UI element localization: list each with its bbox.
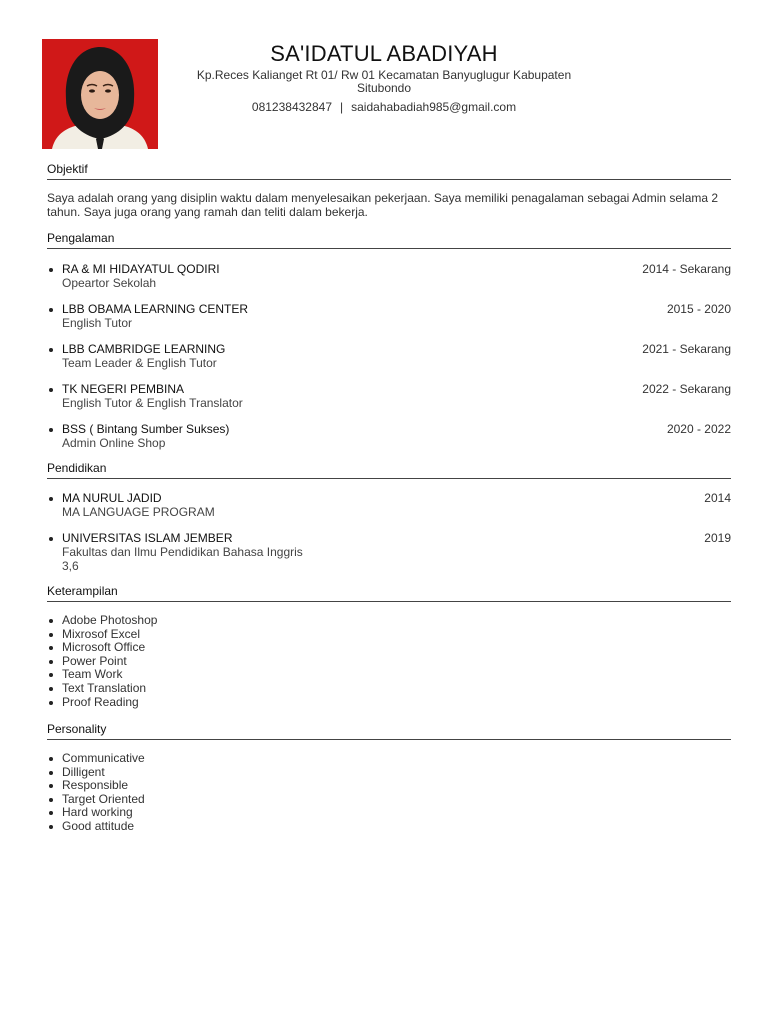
skill-item: Microsoft Office xyxy=(47,641,731,655)
experience-entry xyxy=(47,422,731,450)
experience-list xyxy=(47,262,731,450)
entry-title: RA & MI HIDAYATUL QODIRI xyxy=(62,262,220,276)
skill-item: Adobe Photoshop xyxy=(47,614,731,628)
education-list xyxy=(47,491,731,573)
phone-number: 081238432847 xyxy=(251,100,332,114)
entry-role: English Tutor & English Translator xyxy=(62,396,243,410)
entry-gpa: 3,6 xyxy=(62,559,79,573)
personality-item: Communicative xyxy=(47,752,731,766)
entry-title: LBB OBAMA LEARNING CENTER xyxy=(62,302,249,316)
entry-date: 2021 - Sekarang xyxy=(642,342,731,356)
experience-entry xyxy=(47,342,731,370)
entry-date: 2014 xyxy=(704,491,731,505)
personality-item: Good attitude xyxy=(47,820,731,834)
entry-title: LBB CAMBRIDGE LEARNING xyxy=(62,342,226,356)
personality-item: Target Oriented xyxy=(47,793,731,807)
personality-list xyxy=(47,752,731,834)
entry-date: 2015 - 2020 xyxy=(666,302,731,316)
email-address: saidahabadiah985@gmail.com xyxy=(351,100,517,114)
entry-program: MA LANGUAGE PROGRAM xyxy=(62,505,215,519)
entry-title: MA NURUL JADID xyxy=(62,491,162,505)
skill-item: Proof Reading xyxy=(47,696,731,710)
section-title-objektif: Objektif xyxy=(47,162,731,180)
entry-date: 2022 - Sekarang xyxy=(642,382,731,396)
experience-entry xyxy=(47,302,731,330)
objective-text: Saya adalah orang yang disiplin waktu dalam menyelesaikan pekerjaan. Saya memiliki penagalaman sebagai Admin selama 2 tahun. Saya juga orang yang ramah dan teliti dalam bekerja. xyxy=(47,191,719,219)
personality-item: Hard working xyxy=(47,806,731,820)
entry-role: Team Leader & English Tutor xyxy=(62,356,217,370)
section-pendidikan xyxy=(47,461,731,585)
personality-item: Dilligent xyxy=(47,766,731,780)
section-title-personality: Personality xyxy=(47,722,731,740)
education-entry xyxy=(47,531,731,573)
skill-item: Power Point xyxy=(47,655,731,669)
section-title-keterampilan: Keterampilan xyxy=(47,584,731,602)
contact-line xyxy=(190,100,578,114)
section-title-pengalaman: Pengalaman xyxy=(47,231,731,249)
skills-list xyxy=(47,614,731,709)
section-objektif xyxy=(47,162,731,219)
candidate-name: SA'IDATUL ABADIYAH xyxy=(270,41,498,66)
profile-photo xyxy=(42,39,158,149)
entry-title: BSS ( Bintang Sumber Sukses) xyxy=(62,422,230,436)
entry-date: 2019 xyxy=(704,531,731,545)
entry-title: UNIVERSITAS ISLAM JEMBER xyxy=(62,531,233,545)
entry-role: English Tutor xyxy=(62,316,133,330)
portrait-illustration xyxy=(42,39,158,149)
entry-role: Admin Online Shop xyxy=(62,436,166,450)
entry-date: 2014 - Sekarang xyxy=(642,262,731,276)
entry-date: 2020 - 2022 xyxy=(666,422,731,436)
section-pengalaman xyxy=(47,231,731,462)
education-entry xyxy=(47,491,731,519)
section-title-pendidikan: Pendidikan xyxy=(47,461,731,479)
experience-entry xyxy=(47,262,731,290)
address: Kp.Reces Kalianget Rt 01/ Rw 01 Kecamatan Banyuglugur Kabupaten Situbondo xyxy=(196,68,572,95)
entry-role: Opeartor Sekolah xyxy=(62,276,157,290)
resume-header xyxy=(190,40,578,114)
section-personality xyxy=(47,722,731,834)
contact-separator: | xyxy=(340,100,344,114)
section-keterampilan xyxy=(47,584,731,709)
personality-item: Responsible xyxy=(47,779,731,793)
entry-title: TK NEGERI PEMBINA xyxy=(62,382,185,396)
skill-item: Team Work xyxy=(47,668,731,682)
skill-item: Text Translation xyxy=(47,682,731,696)
experience-entry xyxy=(47,382,731,410)
entry-program: Fakultas dan Ilmu Pendidikan Bahasa Inggris xyxy=(62,545,303,559)
skill-item: Mixrosof Excel xyxy=(47,628,731,642)
